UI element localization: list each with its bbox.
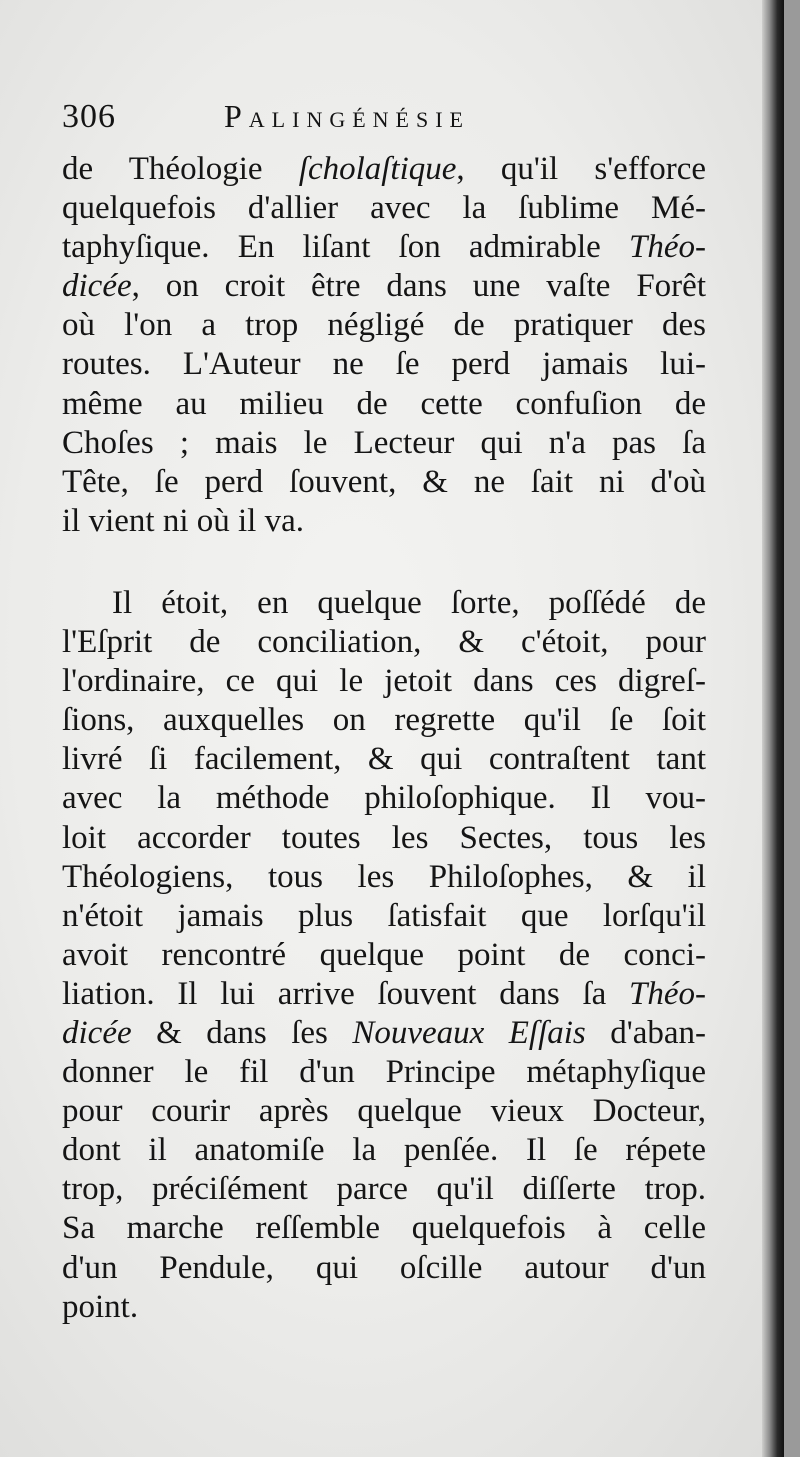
text-run: ſions, auxquelles on regrette qu'il ſe ſoit xyxy=(62,702,706,739)
text-line xyxy=(62,150,706,189)
italic-text-run: Nouveaux Eſſais xyxy=(352,1014,586,1051)
text-run: n'étoit jamais plus ſatisfait que lorſqu'il xyxy=(62,897,706,934)
text-line xyxy=(62,701,706,740)
page-number: 306 xyxy=(62,98,116,135)
text-line xyxy=(62,662,706,701)
text-line xyxy=(62,306,706,345)
body-text xyxy=(62,150,706,1327)
text-line xyxy=(62,189,706,228)
text-run: il vient ni où il va. xyxy=(62,502,304,539)
text-line xyxy=(62,819,706,858)
text-line xyxy=(62,1092,706,1131)
italic-text-run: Théo- xyxy=(629,975,706,1012)
text-run: pour courir après quelque vieux Docteur, xyxy=(62,1093,706,1130)
italic-text-run: dicée xyxy=(62,1014,132,1051)
text-line xyxy=(62,1170,706,1209)
text-run: , on croit être dans une vaſte Forêt xyxy=(131,268,706,305)
text-run: où l'on a trop négligé de pratiquer des xyxy=(62,307,706,344)
text-run: trop, préciſément parce qu'il diſſerte trop. xyxy=(62,1171,706,1208)
page-spine-shadow xyxy=(762,0,784,1457)
text-run: donner le fil d'un Principe métaphyſique xyxy=(62,1054,706,1091)
italic-text-run: ſcholaſtique xyxy=(298,151,457,187)
text-line xyxy=(62,779,706,818)
page-header xyxy=(62,98,702,142)
text-run: taphyſique. En liſant ſon admirable xyxy=(62,229,629,266)
paragraph xyxy=(62,150,706,541)
text-run: l'Eſprit de conciliation, & c'étoit, pour xyxy=(62,624,706,661)
text-run: Il étoit, en quelque ſorte, poſſédé de xyxy=(112,584,706,621)
text-run: d'aban- xyxy=(585,1014,706,1051)
text-run: même au milieu de cette confuſion de xyxy=(62,385,706,422)
text-line xyxy=(62,385,706,424)
text-line xyxy=(62,623,706,662)
text-run: Théologiens, tous les Philoſophes, & il xyxy=(62,858,706,895)
italic-text-run: dicée xyxy=(62,268,132,305)
running-head: Palingénésie xyxy=(224,98,470,134)
text-run: avec la méthode philoſophique. Il vou- xyxy=(62,780,706,817)
text-line xyxy=(62,502,706,541)
text-run: d'un Pendule, qui oſcille autour d'un xyxy=(62,1249,706,1286)
text-line xyxy=(62,424,706,463)
text-line xyxy=(62,1288,706,1327)
paragraph-gap xyxy=(62,541,706,584)
text-line xyxy=(62,897,706,936)
text-line xyxy=(62,936,706,975)
text-run: routes. L'Auteur ne ſe perd jamais lui- xyxy=(62,346,706,383)
text-run: point. xyxy=(62,1288,139,1325)
text-run: dont il anatomiſe la penſée. Il ſe répete xyxy=(62,1132,706,1169)
text-line xyxy=(62,1209,706,1248)
text-line xyxy=(62,228,706,267)
text-line xyxy=(62,975,706,1014)
text-line xyxy=(62,463,706,502)
text-run: loit accorder toutes les Sectes, tous les xyxy=(62,819,706,856)
text-run: avoit rencontré quelque point de conci- xyxy=(62,936,706,973)
text-line xyxy=(62,584,706,623)
text-line xyxy=(62,1053,706,1092)
text-run: liation. Il lui arrive ſouvent dans ſa xyxy=(62,975,629,1012)
text-run: quelquefois d'allier avec la ſublime Mé- xyxy=(62,190,706,227)
text-run: & dans ſes xyxy=(131,1014,353,1051)
text-line xyxy=(62,858,706,897)
italic-text-run: Théo- xyxy=(629,229,706,266)
text-line xyxy=(62,1014,706,1053)
text-run: Sa marche reſſemble quelquefois à celle xyxy=(62,1210,706,1247)
text-line xyxy=(62,345,706,384)
text-line xyxy=(62,267,706,306)
text-run: de Théologie xyxy=(62,151,299,187)
paragraph xyxy=(62,584,706,1327)
text-run: Tête, ſe perd ſouvent, & ne ſait ni d'où xyxy=(62,463,706,500)
text-line xyxy=(62,1131,706,1170)
text-run: Choſes ; mais le Lecteur qui n'a pas ſa xyxy=(62,424,706,461)
text-line xyxy=(62,1249,706,1288)
text-run: , qu'il s'efforce xyxy=(456,151,706,187)
text-line xyxy=(62,740,706,779)
text-run: l'ordinaire, ce qui le jetoit dans ces digreſ- xyxy=(62,663,706,700)
text-run: livré ſi facilement, & qui contraſtent tant xyxy=(62,741,706,778)
